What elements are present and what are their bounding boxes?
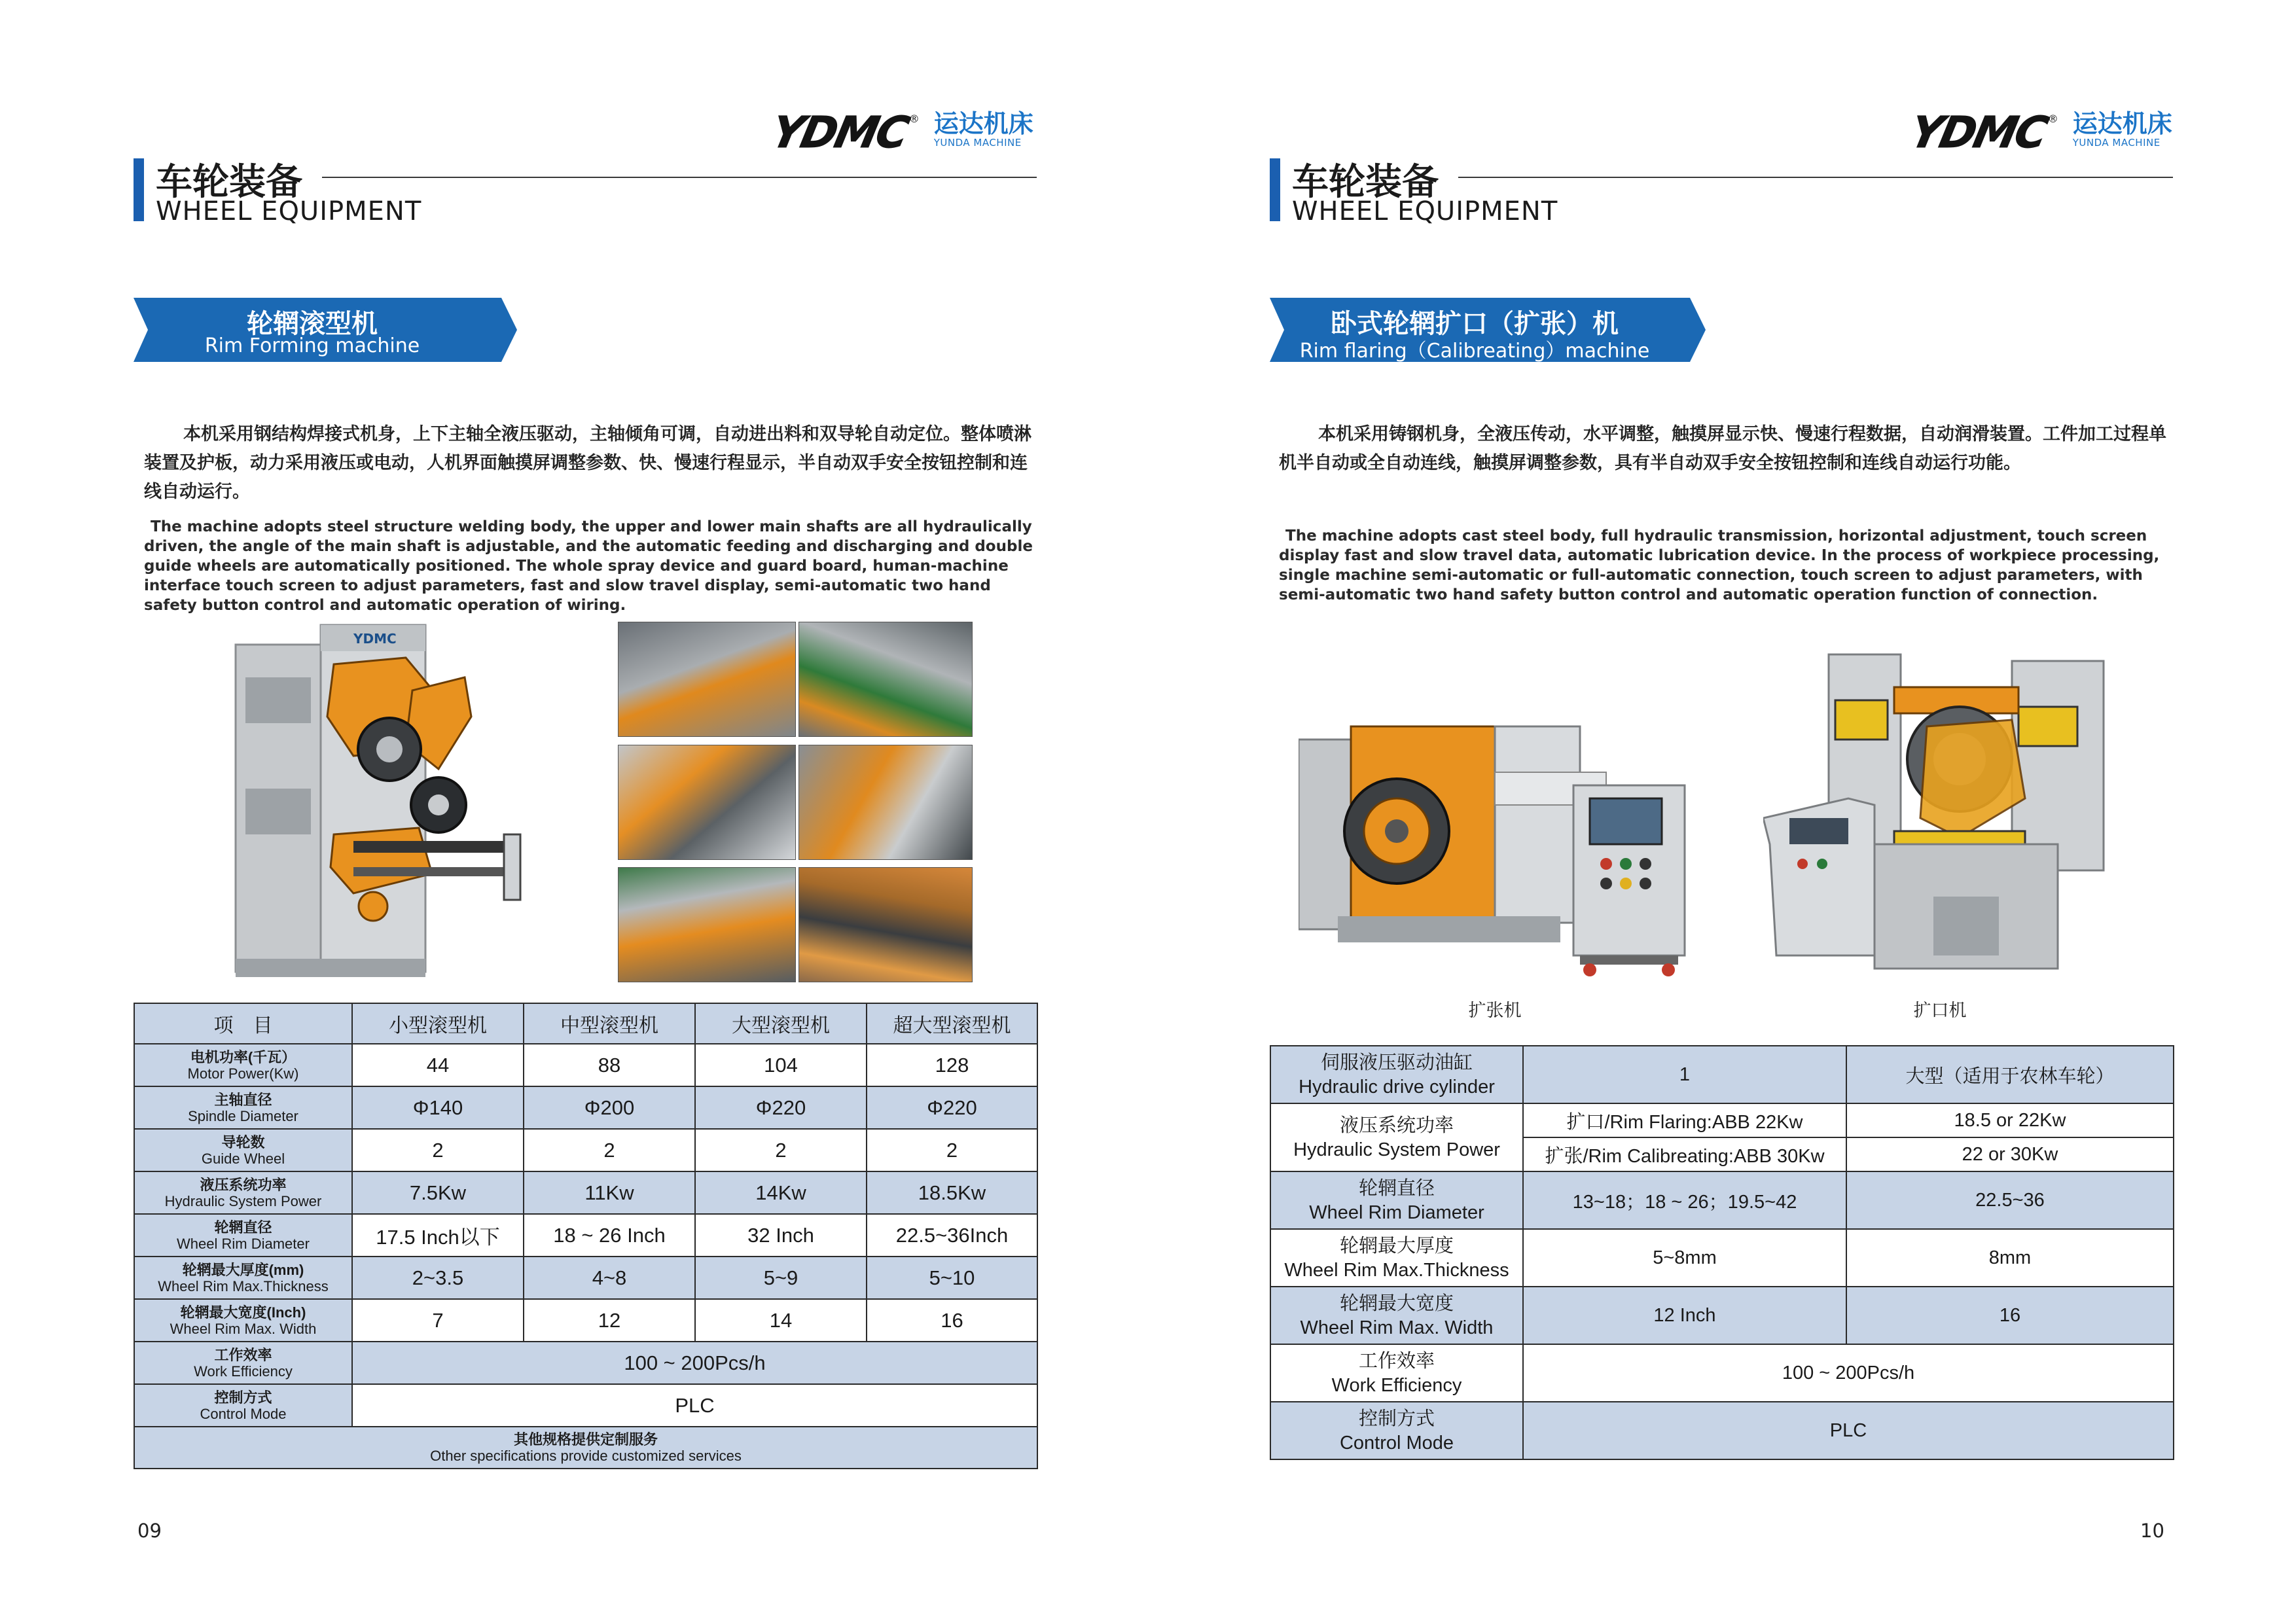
- table-cell: 16: [941, 1308, 963, 1332]
- table-cell: 22 or 30Kw: [1962, 1143, 2058, 1165]
- section-rule: [322, 177, 1037, 178]
- header-small: 小型滚型机: [389, 1015, 487, 1037]
- row-label-en: Control Mode: [1339, 1433, 1454, 1454]
- header-large: 大型滚型机: [732, 1015, 830, 1037]
- section-title-cn: 车轮装备: [1292, 161, 1439, 204]
- factory-photo-3: [618, 745, 796, 860]
- row-label-en: Work Efficiency: [1331, 1375, 1462, 1396]
- control-value: PLC: [1829, 1419, 1867, 1441]
- table-row: [134, 1214, 1037, 1257]
- table-row: [1270, 1287, 2174, 1344]
- table-cell: 2: [432, 1138, 444, 1162]
- footer-note-cn: 其他规格提供定制服务: [513, 1431, 658, 1448]
- row-label-cn: 轮辋最大厚度(mm): [182, 1261, 304, 1278]
- row-label-cn: 伺服液压驱动油缸: [1320, 1052, 1473, 1073]
- row-label-en: Wheel Rim Diameter: [1309, 1202, 1484, 1223]
- description-cn: 本机采用铸钢机身，全液压传动，水平调整，触摸屏显示快、慢速行程数据，自动润滑装置。工件加工过程单机半自动或全自动连线，触摸屏调整参数，具有半自动双手安全按钮控制和连线自动运行功能。: [1279, 424, 2166, 473]
- table-row: [134, 1342, 1037, 1384]
- table-row: [134, 1257, 1037, 1299]
- table-cell: 2: [603, 1138, 615, 1162]
- section-title-en: WHEEL EQUIPMENT: [1292, 196, 1558, 226]
- factory-photo-1: [618, 622, 796, 737]
- table-cell: 2: [775, 1138, 787, 1162]
- table-cell: Φ140: [412, 1096, 463, 1119]
- row-label-en: Hydraulic System Power: [1293, 1139, 1500, 1160]
- table-cell: 8mm: [1988, 1247, 2032, 1268]
- row-label-cn: 轮辋直径: [1358, 1178, 1435, 1199]
- row-label-cn: 液压系统功率: [200, 1176, 287, 1193]
- table-row: [134, 1384, 1037, 1427]
- table-row: [134, 1299, 1037, 1342]
- section-header: [134, 156, 1037, 226]
- row-label-en: Spindle Diameter: [188, 1107, 298, 1124]
- machine-brand-label: YDMC: [353, 631, 397, 647]
- product-ribbon: [1270, 298, 1706, 362]
- row-label-en: Wheel Rim Diameter: [177, 1235, 310, 1252]
- row-label-en: Motor Power(Kw): [187, 1065, 299, 1082]
- row-label-cn: 液压系统功率: [1339, 1115, 1454, 1136]
- right-page: [1148, 0, 2296, 1623]
- section-title-cn: 车轮装备: [156, 161, 302, 204]
- table-cell: 11Kw: [584, 1181, 634, 1204]
- header-item: 项 目: [213, 1015, 273, 1037]
- row-label-cn: 控制方式: [1358, 1408, 1435, 1429]
- rim-forming-machine-image: [223, 618, 530, 985]
- table-cell: 5~9: [763, 1266, 798, 1289]
- table-cell: 104: [764, 1053, 798, 1077]
- table-cell: 4~8: [592, 1266, 627, 1289]
- row-label-cn: 导轮数: [221, 1133, 265, 1150]
- table-row: [1270, 1046, 2174, 1103]
- expanding-machine-image: [1299, 713, 1691, 988]
- description-en: The machine adopts steel structure welding body, the upper and lower main shafts are all hydraulically driven, the angle of the main shaft is adjustable, and the automatic feeding and discharging and double guide wheels are automatically positioned. The whole spray device and guard board, human-machine interface touch screen to adjust parameters, fast and slow travel display, semi-automatic two hand safety button control and automatic operation of wiring.: [144, 518, 1033, 614]
- table-row: [134, 1086, 1037, 1129]
- section-header: [1270, 156, 2173, 226]
- table-row: [134, 1171, 1037, 1214]
- table-cell: 1: [1679, 1063, 1691, 1085]
- table-footer-row: [134, 1427, 1037, 1469]
- caption-flaring-machine: 扩口机: [1913, 1001, 1967, 1021]
- rim-forming-spec-table: [134, 1003, 1038, 1469]
- table-cell: 32 Inch: [747, 1223, 814, 1247]
- page-number: 10: [2140, 1520, 2164, 1542]
- ribbon-title-en: Rim flaring（Calibreating）machine: [1299, 340, 1650, 363]
- efficiency-value: 100 ~ 200Pcs/h: [624, 1351, 766, 1374]
- table-cell: 14Kw: [755, 1181, 806, 1204]
- logo-chinese-name: 运达机床: [933, 109, 1033, 138]
- logo-registered-mark: ®: [2047, 113, 2058, 125]
- table-cell: 22.5~36Inch: [895, 1223, 1009, 1247]
- row-label-cn: 轮辋最大厚度: [1339, 1236, 1454, 1257]
- table-cell: 22.5~36: [1975, 1189, 2045, 1211]
- logo-mark: YDMC: [766, 107, 912, 158]
- header-extra-large: 超大型滚型机: [893, 1015, 1011, 1037]
- section-bar: [134, 158, 144, 221]
- table-row: [1270, 1103, 2174, 1137]
- table-cell: Φ220: [927, 1096, 977, 1119]
- factory-photo-4: [798, 745, 973, 860]
- row-label-en: Work Efficiency: [194, 1363, 293, 1380]
- row-label-en: Wheel Rim Max. Width: [1300, 1317, 1494, 1338]
- table-cell: 13~18；18 ~ 26；19.5~42: [1572, 1191, 1797, 1213]
- row-label-cn: 轮辋最大宽度: [1339, 1293, 1454, 1314]
- table-cell: 大型（适用于农林车轮）: [1905, 1065, 2115, 1087]
- row-label-cn: 工作效率: [1358, 1351, 1435, 1372]
- row-label-en: Hydraulic drive cylinder: [1299, 1077, 1495, 1097]
- row-label-cn: 电机功率(千瓦）: [190, 1048, 296, 1065]
- table-row: [1270, 1402, 2174, 1459]
- table-cell: 88: [598, 1053, 621, 1077]
- row-label-en: Wheel Rim Max. Width: [170, 1320, 317, 1337]
- table-row: [1270, 1229, 2174, 1287]
- table-cell: Φ200: [584, 1096, 635, 1119]
- logo-english-name: YUNDA MACHINE: [933, 136, 1022, 149]
- factory-photo-5: [618, 867, 796, 982]
- row-label-en: Hydraulic System Power: [164, 1192, 322, 1209]
- row-label-cn: 主轴直径: [214, 1091, 272, 1108]
- logo-chinese-name: 运达机床: [2072, 109, 2172, 138]
- control-value: PLC: [675, 1393, 715, 1417]
- row-label-en: Guide Wheel: [201, 1150, 285, 1167]
- ribbon-title-cn: 卧式轮辋扩口（扩张）机: [1331, 309, 1619, 339]
- section-rule: [1458, 177, 2173, 178]
- description-cn: 本机采用钢结构焊接式机身，上下主轴全液压驱动，主轴倾角可调，自动进出料和双导轮自动定位。整体喷淋装置及护板，动力采用液压或电动，人机界面触摸屏调整参数、快、慢速行程显示，半自动双手安全按钮控制和连线自动运行。: [144, 424, 1031, 502]
- section-bar: [1270, 158, 1280, 221]
- rim-flaring-spec-table: [1270, 1045, 2174, 1460]
- company-logo: [766, 107, 1033, 158]
- table-cell: 12: [598, 1308, 621, 1332]
- table-cell: 扩张/Rim Calibreating:ABB 30Kw: [1545, 1145, 1825, 1167]
- factory-photo-2: [798, 622, 973, 737]
- table-cell: 16: [1999, 1304, 2021, 1326]
- table-cell: 2~3.5: [412, 1266, 464, 1289]
- table-cell: 18.5Kw: [918, 1181, 986, 1204]
- flaring-machine-image: [1763, 648, 2117, 975]
- table-cell: 5~10: [929, 1266, 975, 1289]
- table-cell: 18.5 or 22Kw: [1954, 1109, 2066, 1131]
- footer-note-en: Other specifications provide customized services: [430, 1448, 742, 1464]
- table-cell: 扩口/Rim Flaring:ABB 22Kw: [1566, 1111, 1803, 1133]
- table-row: [134, 1044, 1037, 1086]
- table-cell: 2: [946, 1138, 958, 1162]
- row-label-cn: 轮辋最大宽度(Inch): [180, 1304, 306, 1321]
- ribbon-title-en: Rim Forming machine: [204, 334, 420, 357]
- efficiency-value: 100 ~ 200Pcs/h: [1782, 1362, 1915, 1383]
- row-label-cn: 工作效率: [214, 1346, 272, 1363]
- description-en: The machine adopts cast steel body, full hydraulic transmission, horizontal adjustment, touch screen display fast and slow travel data, automatic lubrication device. In the process of workpiece processing, single machine semi-automatic or full-automatic connection, touch screen to adjust parameters, with semi-automatic two hand safety button control and automatic operation function of connection.: [1279, 527, 2160, 603]
- header-medium: 中型滚型机: [560, 1015, 658, 1037]
- row-label-en: Control Mode: [200, 1405, 287, 1422]
- table-cell: 14: [769, 1308, 793, 1332]
- row-label-cn: 控制方式: [214, 1389, 272, 1406]
- table-header-row: [134, 1003, 1037, 1044]
- table-cell: 7: [432, 1308, 444, 1332]
- table-cell: 44: [426, 1053, 450, 1077]
- row-label-en: Wheel Rim Max.Thickness: [1284, 1260, 1509, 1281]
- page-number: 09: [137, 1520, 162, 1542]
- company-logo: [1905, 107, 2172, 158]
- table-row: [134, 1129, 1037, 1171]
- table-cell: 5~8mm: [1653, 1247, 1717, 1268]
- section-title-en: WHEEL EQUIPMENT: [156, 196, 422, 226]
- ribbon-title-cn: 轮辋滚型机: [247, 309, 378, 339]
- table-row: [1270, 1344, 2174, 1402]
- table-cell: 17.5 Inch以下: [376, 1226, 500, 1249]
- factory-photo-6: [798, 867, 973, 982]
- table-cell: 7.5Kw: [409, 1181, 467, 1204]
- table-cell: 12 Inch: [1653, 1304, 1716, 1326]
- row-label-cn: 轮辋直径: [214, 1219, 272, 1236]
- logo-registered-mark: ®: [908, 113, 920, 125]
- row-label-en: Wheel Rim Max.Thickness: [158, 1277, 329, 1294]
- table-cell: 128: [935, 1053, 969, 1077]
- table-cell: Φ220: [755, 1096, 806, 1119]
- table-row: [1270, 1171, 2174, 1229]
- product-ribbon: [134, 298, 517, 362]
- logo-english-name: YUNDA MACHINE: [2072, 136, 2161, 149]
- logo-mark: YDMC: [1905, 107, 2051, 158]
- table-cell: 18 ~ 26 Inch: [553, 1223, 666, 1247]
- caption-expanding-machine: 扩张机: [1468, 1001, 1522, 1021]
